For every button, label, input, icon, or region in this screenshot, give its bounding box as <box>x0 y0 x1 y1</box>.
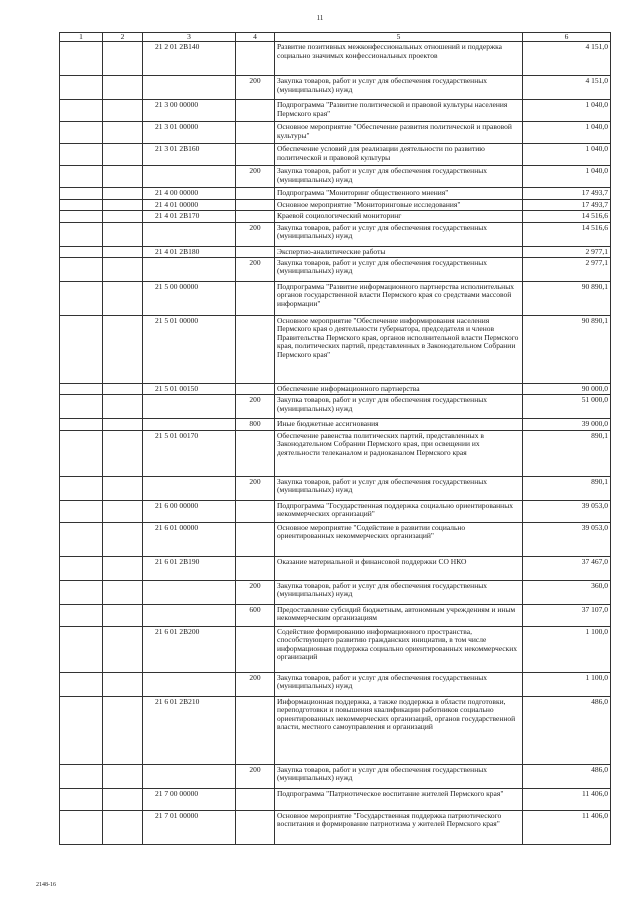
cell-col1 <box>60 281 103 315</box>
cell-amount: 360,0 <box>523 580 611 604</box>
cell-expense-type <box>236 315 275 383</box>
cell-col1 <box>60 476 103 500</box>
table-row <box>60 419 611 430</box>
cell-name: Закупка товаров, работ и услуг для обеспечения государственных (муниципальных) нужд <box>275 395 523 419</box>
cell-col2 <box>103 76 143 100</box>
cell-amount: 890,1 <box>523 476 611 500</box>
cell-code: 21 4 01 00000 <box>143 199 236 210</box>
cell-col1 <box>60 76 103 100</box>
cell-col2 <box>103 100 143 122</box>
cell-col2 <box>103 696 143 764</box>
cell-code: 21 3 01 2В160 <box>143 144 236 166</box>
cell-expense-type <box>236 430 275 476</box>
cell-col2 <box>103 580 143 604</box>
cell-col2 <box>103 764 143 788</box>
cell-expense-type <box>236 500 275 522</box>
cell-code <box>143 476 236 500</box>
cell-col2 <box>103 476 143 500</box>
table-row <box>60 199 611 210</box>
cell-code: 21 5 00 00000 <box>143 281 236 315</box>
cell-name: Экспертно-аналитические работы <box>275 246 523 257</box>
cell-col2 <box>103 188 143 199</box>
cell-code: 21 6 01 2В190 <box>143 556 236 580</box>
cell-col1 <box>60 788 103 810</box>
cell-amount: 90 000,0 <box>523 383 611 394</box>
cell-col2 <box>103 788 143 810</box>
cell-col2 <box>103 604 143 626</box>
cell-name: Подпрограмма "Государственная поддержка социально ориентированных некоммерческих организаций" <box>275 500 523 522</box>
page-number: 11 <box>316 14 324 22</box>
cell-col2 <box>103 211 143 222</box>
cell-col2 <box>103 672 143 696</box>
cell-col2 <box>103 144 143 166</box>
cell-name: Подпрограмма "Мониторинг общественного мнения" <box>275 188 523 199</box>
col-header-3: 3 <box>143 33 236 42</box>
cell-col1 <box>60 556 103 580</box>
col-header-4: 4 <box>236 33 275 42</box>
cell-name: Закупка товаров, работ и услуг для обеспечения государственных (муниципальных) нужд <box>275 166 523 188</box>
cell-amount: 39 000,0 <box>523 419 611 430</box>
table-row <box>60 430 611 476</box>
cell-code: 21 4 00 00000 <box>143 188 236 199</box>
cell-col1 <box>60 395 103 419</box>
table-row <box>60 764 611 788</box>
cell-expense-type: 600 <box>236 604 275 626</box>
cell-expense-type <box>236 556 275 580</box>
cell-amount: 17 493,7 <box>523 199 611 210</box>
cell-col2 <box>103 522 143 556</box>
col-header-1: 1 <box>60 33 103 42</box>
cell-code: 21 4 01 2В180 <box>143 246 236 257</box>
cell-name: Основное мероприятие "Обеспечение развития политической и правовой культуры" <box>275 122 523 144</box>
cell-name: Обеспечение информационного партнерства <box>275 383 523 394</box>
table-row <box>60 281 611 315</box>
cell-expense-type <box>236 122 275 144</box>
cell-amount: 1 100,0 <box>523 626 611 672</box>
cell-name: Закупка товаров, работ и услуг для обеспечения государственных (муниципальных) нужд <box>275 580 523 604</box>
cell-name: Оказание материальной и финансовой поддержки СО НКО <box>275 556 523 580</box>
cell-col1 <box>60 810 103 844</box>
cell-amount: 37 467,0 <box>523 556 611 580</box>
table-row <box>60 42 611 76</box>
cell-code: 21 6 00 00000 <box>143 500 236 522</box>
table-row <box>60 76 611 100</box>
cell-col2 <box>103 626 143 672</box>
cell-expense-type <box>236 383 275 394</box>
cell-col1 <box>60 257 103 281</box>
cell-amount: 486,0 <box>523 764 611 788</box>
budget-table <box>59 32 611 845</box>
cell-name: Развитие позитивных межконфессиональных отношений и поддержка социально значимых конфессиональных проектов <box>275 42 523 76</box>
cell-code <box>143 604 236 626</box>
cell-col1 <box>60 500 103 522</box>
cell-code <box>143 395 236 419</box>
cell-name: Закупка товаров, работ и услуг для обеспечения государственных (муниципальных) нужд <box>275 222 523 246</box>
cell-amount: 11 406,0 <box>523 788 611 810</box>
cell-col1 <box>60 672 103 696</box>
cell-expense-type <box>236 626 275 672</box>
cell-col2 <box>103 419 143 430</box>
cell-name: Основное мероприятие "Содействие в развитии социально ориентированных некоммерческих организаций" <box>275 522 523 556</box>
cell-amount: 90 890,1 <box>523 315 611 383</box>
cell-expense-type <box>236 144 275 166</box>
cell-col1 <box>60 522 103 556</box>
cell-col1 <box>60 430 103 476</box>
cell-name: Основное мероприятие "Государственная поддержка патриотического воспитания и формирование патриотизма у жителей Пермского края" <box>275 810 523 844</box>
cell-col2 <box>103 166 143 188</box>
table-row <box>60 246 611 257</box>
cell-amount: 1 040,0 <box>523 144 611 166</box>
cell-code: 21 5 01 00000 <box>143 315 236 383</box>
col-header-5: 5 <box>275 33 523 42</box>
table-row <box>60 383 611 394</box>
cell-col1 <box>60 764 103 788</box>
cell-expense-type: 200 <box>236 166 275 188</box>
table-row <box>60 315 611 383</box>
header-row <box>60 33 611 42</box>
cell-code: 21 7 01 00000 <box>143 810 236 844</box>
table-row <box>60 166 611 188</box>
col-header-2: 2 <box>103 33 143 42</box>
cell-col2 <box>103 383 143 394</box>
table-row <box>60 522 611 556</box>
cell-col1 <box>60 604 103 626</box>
cell-code <box>143 580 236 604</box>
cell-code <box>143 222 236 246</box>
table-row <box>60 122 611 144</box>
cell-col1 <box>60 199 103 210</box>
cell-col1 <box>60 144 103 166</box>
cell-amount: 37 107,0 <box>523 604 611 626</box>
cell-code: 21 5 01 00170 <box>143 430 236 476</box>
cell-expense-type <box>236 42 275 76</box>
cell-amount: 51 000,0 <box>523 395 611 419</box>
cell-code: 21 5 01 00150 <box>143 383 236 394</box>
table-row <box>60 188 611 199</box>
table-row <box>60 788 611 810</box>
cell-amount: 17 493,7 <box>523 188 611 199</box>
cell-code <box>143 166 236 188</box>
cell-name: Закупка товаров, работ и услуг для обеспечения государственных (муниципальных) нужд <box>275 257 523 281</box>
cell-col2 <box>103 281 143 315</box>
cell-name: Закупка товаров, работ и услуг для обеспечения государственных (муниципальных) нужд <box>275 672 523 696</box>
cell-col1 <box>60 166 103 188</box>
cell-code: 21 3 01 00000 <box>143 122 236 144</box>
cell-amount: 4 151,0 <box>523 42 611 76</box>
cell-expense-type <box>236 246 275 257</box>
cell-expense-type: 200 <box>236 222 275 246</box>
cell-name: Краевой социологический мониторинг <box>275 211 523 222</box>
table-row <box>60 476 611 500</box>
cell-name: Подпрограмма "Развитие политической и правовой культуры населения Пермского края" <box>275 100 523 122</box>
cell-expense-type: 200 <box>236 672 275 696</box>
cell-col2 <box>103 42 143 76</box>
cell-amount: 890,1 <box>523 430 611 476</box>
cell-expense-type: 200 <box>236 395 275 419</box>
cell-name: Предоставление субсидий бюджетным, автономным учреждениям и иным некоммерческим организациям <box>275 604 523 626</box>
cell-expense-type <box>236 281 275 315</box>
cell-amount: 4 151,0 <box>523 76 611 100</box>
cell-col2 <box>103 246 143 257</box>
table-row <box>60 222 611 246</box>
cell-code: 21 6 01 2В200 <box>143 626 236 672</box>
cell-amount: 2 977,1 <box>523 246 611 257</box>
cell-amount: 1 040,0 <box>523 166 611 188</box>
cell-col2 <box>103 222 143 246</box>
cell-code: 21 2 01 2В140 <box>143 42 236 76</box>
cell-name: Основное мероприятие "Обеспечение информирования населения Пермского края о деятельности губернатора, председателя и членов Правительства Пермского края, органов исполнительной власти Пермского края, политических партий, представленных в Законодательном Собрании Пермского края" <box>275 315 523 383</box>
cell-col1 <box>60 419 103 430</box>
cell-name: Обеспечение равенства политических партий, представленных в Законодательном Собрании Пермского края, при освещении их деятельности телеканалом и радиоканалом Пермского края <box>275 430 523 476</box>
table-row <box>60 100 611 122</box>
cell-name: Подпрограмма "Патриотическое воспитание жителей Пермского края" <box>275 788 523 810</box>
cell-name: Иные бюджетные ассигнования <box>275 419 523 430</box>
cell-code <box>143 419 236 430</box>
table-row <box>60 395 611 419</box>
cell-expense-type: 200 <box>236 76 275 100</box>
cell-expense-type: 200 <box>236 257 275 281</box>
cell-code: 21 3 00 00000 <box>143 100 236 122</box>
cell-expense-type <box>236 696 275 764</box>
cell-expense-type <box>236 211 275 222</box>
cell-col2 <box>103 122 143 144</box>
cell-col2 <box>103 395 143 419</box>
cell-expense-type <box>236 810 275 844</box>
table-row <box>60 626 611 672</box>
cell-code <box>143 257 236 281</box>
cell-amount: 486,0 <box>523 696 611 764</box>
cell-name: Обеспечение условий для реализации деятельности по развитию политической и правовой культуры <box>275 144 523 166</box>
footer-code: 2148-16 <box>36 882 56 888</box>
table-row <box>60 696 611 764</box>
cell-code: 21 4 01 2В170 <box>143 211 236 222</box>
cell-col1 <box>60 246 103 257</box>
table-row <box>60 556 611 580</box>
cell-expense-type <box>236 522 275 556</box>
cell-col1 <box>60 222 103 246</box>
cell-code: 21 7 00 00000 <box>143 788 236 810</box>
cell-col1 <box>60 383 103 394</box>
cell-expense-type <box>236 188 275 199</box>
cell-col2 <box>103 810 143 844</box>
cell-col1 <box>60 188 103 199</box>
cell-expense-type: 200 <box>236 764 275 788</box>
cell-amount: 39 053,0 <box>523 522 611 556</box>
cell-col2 <box>103 199 143 210</box>
cell-col2 <box>103 430 143 476</box>
cell-name: Основное мероприятие "Мониторинговые исследования" <box>275 199 523 210</box>
cell-code <box>143 672 236 696</box>
table-row <box>60 500 611 522</box>
cell-col2 <box>103 556 143 580</box>
cell-amount: 1 100,0 <box>523 672 611 696</box>
cell-amount: 11 406,0 <box>523 810 611 844</box>
cell-name: Содействие формированию информационного пространства, способствующего развитию гражданских инициатив, в том числе информационная поддержка социально ориентированных некоммерческих организаций <box>275 626 523 672</box>
cell-expense-type: 200 <box>236 580 275 604</box>
table-row <box>60 257 611 281</box>
cell-code: 21 6 01 2В210 <box>143 696 236 764</box>
cell-name: Закупка товаров, работ и услуг для обеспечения государственных (муниципальных) нужд <box>275 476 523 500</box>
cell-name: Закупка товаров, работ и услуг для обеспечения государственных (муниципальных) нужд <box>275 76 523 100</box>
cell-amount: 39 053,0 <box>523 500 611 522</box>
table-row <box>60 604 611 626</box>
cell-col1 <box>60 315 103 383</box>
cell-col1 <box>60 211 103 222</box>
cell-expense-type: 200 <box>236 476 275 500</box>
cell-col1 <box>60 626 103 672</box>
cell-expense-type <box>236 199 275 210</box>
cell-amount: 14 516,6 <box>523 222 611 246</box>
table-row <box>60 672 611 696</box>
table-row <box>60 211 611 222</box>
table-row <box>60 144 611 166</box>
cell-amount: 1 040,0 <box>523 100 611 122</box>
cell-col2 <box>103 315 143 383</box>
cell-amount: 90 890,1 <box>523 281 611 315</box>
cell-code: 21 6 01 00000 <box>143 522 236 556</box>
cell-expense-type <box>236 100 275 122</box>
cell-expense-type: 800 <box>236 419 275 430</box>
cell-name: Информационная поддержка, а также поддержка в области подготовки, переподготовки и повышения квалификации работников социально ориентированных некоммерческих организаций, органов государственной власти, местного самоуправления и организаций <box>275 696 523 764</box>
cell-amount: 1 040,0 <box>523 122 611 144</box>
cell-name: Закупка товаров, работ и услуг для обеспечения государственных (муниципальных) нужд <box>275 764 523 788</box>
cell-col2 <box>103 257 143 281</box>
cell-amount: 14 516,6 <box>523 211 611 222</box>
cell-col1 <box>60 100 103 122</box>
cell-amount: 2 977,1 <box>523 257 611 281</box>
cell-col1 <box>60 580 103 604</box>
col-header-6: 6 <box>523 33 611 42</box>
table-row <box>60 580 611 604</box>
cell-name: Подпрограмма "Развитие информационного партнерства исполнительных органов государственной власти Пермского края со средствами массовой информации" <box>275 281 523 315</box>
table-row <box>60 810 611 844</box>
cell-col1 <box>60 42 103 76</box>
cell-col2 <box>103 500 143 522</box>
cell-code <box>143 764 236 788</box>
cell-col1 <box>60 696 103 764</box>
cell-expense-type <box>236 788 275 810</box>
cell-code <box>143 76 236 100</box>
cell-col1 <box>60 122 103 144</box>
